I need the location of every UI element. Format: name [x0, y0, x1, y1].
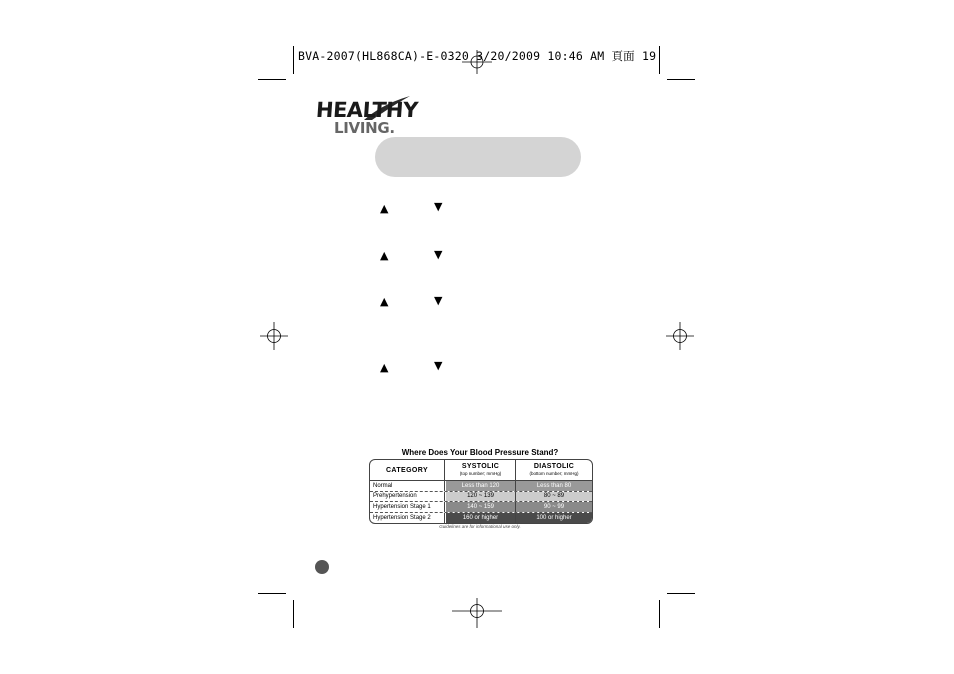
table-row [370, 513, 592, 524]
row-diastolic: Less than 80 [516, 481, 592, 491]
section-banner [375, 137, 581, 177]
row-systolic: 120 ~ 139 [446, 492, 516, 502]
row-category: Prehypertension [370, 492, 445, 502]
header-category: CATEGORY [370, 460, 445, 480]
page-number-dot [315, 560, 329, 574]
up-arrow-icon: ▲ [380, 202, 389, 215]
row-systolic: Less than 120 [446, 481, 516, 491]
registration-mark-bottom-icon [452, 598, 502, 628]
table-row [370, 481, 592, 492]
header-systolic-label: SYSTOLIC [461, 463, 500, 470]
up-arrow-icon: ▲ [380, 361, 389, 374]
logo-line-2: LIVING. [334, 119, 395, 137]
registration-mark-top-icon [462, 50, 492, 74]
header-diastolic-label: DIASTOLIC [533, 463, 575, 470]
down-arrow-icon: ▼ [434, 359, 443, 372]
logo-line-1: HEALTHY [315, 98, 419, 122]
row-category: Hypertension Stage 1 [370, 502, 445, 512]
up-arrow-icon: ▲ [380, 295, 389, 308]
print-page-label: 頁面 19 [611, 49, 657, 63]
row-diastolic: 90 ~ 99 [516, 502, 592, 512]
header-diastolic-sub: (bottom number; mmHg) [529, 471, 579, 476]
down-arrow-icon: ▼ [434, 248, 443, 261]
header-systolic-sub: (top number; mmHg) [459, 471, 502, 476]
down-arrow-icon: ▼ [434, 200, 443, 213]
bp-table-title: Where Does Your Blood Pressure Stand? [401, 448, 559, 457]
header-diastolic [516, 460, 592, 480]
print-time: 10:46 AM [547, 49, 605, 63]
print-date: 3/20/2009 [476, 49, 541, 63]
bp-table [369, 459, 593, 524]
table-row [370, 492, 592, 503]
bp-table-header [370, 460, 592, 481]
up-arrow-icon: ▲ [380, 249, 389, 262]
registration-mark-right-icon [666, 322, 694, 350]
row-category: Normal [370, 481, 445, 491]
header-systolic [446, 460, 516, 480]
row-systolic: 140 ~ 159 [446, 502, 516, 512]
row-category: Hypertension Stage 2 [370, 513, 445, 524]
row-diastolic: 100 or higher [516, 513, 592, 524]
row-systolic: 160 or higher [446, 513, 516, 524]
print-job-id: BVA-2007(HL868CA)-E-0320 [298, 49, 469, 63]
row-diastolic: 80 ~ 89 [516, 492, 592, 502]
registration-mark-left-icon [260, 322, 288, 350]
bp-table-footnote: Guidelines are for informational use only. [439, 524, 521, 529]
down-arrow-icon: ▼ [434, 294, 443, 307]
table-row [370, 502, 592, 513]
